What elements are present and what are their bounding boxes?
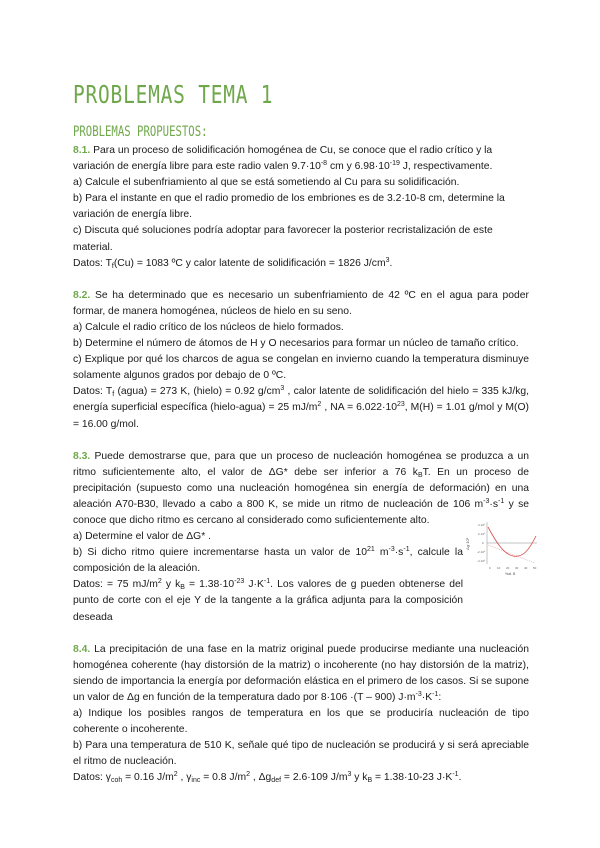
graph-y-tick: -4·10⁹: [477, 559, 486, 563]
problem-number: 8.1.: [73, 145, 91, 156]
question-a: a) Calcule el radio crítico de los núcleos de hielo formados.: [73, 321, 344, 333]
graph-y-tick: 0: [482, 541, 484, 545]
problem-intro: 8.1. Para un proceso de solidificación homogénea de Cu, se conoce que el radio crítico y la variación de energía libre para este radio valen $9.7\cdot 10^{-8}$ cm y $6.98\cdot 10^{-19}$ J, respectivamente.: [73, 145, 493, 173]
graph-x-tick: 20: [506, 566, 510, 570]
graph-y-label: Δg·10⁹: [465, 537, 470, 550]
problem-data: Datos: = 75 $mJ/m^2$ y $k_B = 1.38\cdot 10^{-23}$ $J\cdot K^{-1}$. Los valores de g pueden obtenerse del punto de corte con el eje Y de la tangente a la gráfica adjunta para la composición deseada: [73, 578, 464, 623]
graph-x-label: %at. B: [505, 572, 516, 576]
graph-tangent: [488, 545, 535, 563]
problem-number: 8.3.: [73, 450, 91, 462]
page-title: PROBLEMAS TEMA 1: [73, 80, 274, 109]
problem-8-4: [73, 642, 529, 787]
question-c: c) Explique por qué los charcos de agua se congelan en invierno cuando la temperatura disminuye solamente algunos grados por debajo de 0 ºC.: [73, 354, 529, 382]
problem-intro: 8.4. La precipitación de una fase en la matriz original puede producirse mediante una nucleación homogénea coherente (hay distorsión de la matriz) o incoherente (no hay distorsión de la matriz), siendo de importancia la energía por deformación elástica en el primero de los casos. Si se supone un valor de Δg en función de la temperatura dado por 8·106 ·(T – 900) $J\cdot m^{-3}\cdot K^{-1}$:: [73, 643, 530, 703]
problem-data: Datos: $T_f$ (agua) = 273 K, (hielo) = 0.92 $g/cm^3$ , calor latente de solidificación del hielo = 335 kJ/kg, energía superficial específica (hielo-agua) = 25 $mJ/m^2$ , NA = $6.022\cdot 10^{23}$, M(H) = 1.01 g/mol y M(O) = 16.00 g/mol.: [73, 385, 529, 430]
graph-y-tick: -2·10⁹: [477, 550, 486, 554]
graph-x-tick: 50: [533, 566, 537, 570]
problem-8-2: [73, 288, 529, 433]
problem-intro: 8.3. Puede demostrarse que, para que un proceso de nucleación homogénea se produzca a un ritmo suficientemente alto, el valor de ΔG* debe ser inferior a 76 $k_BT$. En un proceso de precipitación (supuesto como una nucleación homogénea sin energía de deformación) en una aleación A70-B30, llevado a cabo a 800 K, se mide un ritmo de nucleación de 106 $m^{-3}\cdot s^{-1}$ y se conoce que dicho ritmo es cercano al considerado como suficientemente alto.: [73, 450, 529, 526]
graph-x-tick: 40: [524, 566, 528, 570]
graph-curve: [488, 527, 536, 556]
problem-number: 8.4.: [73, 643, 91, 655]
attached-graph: [465, 518, 540, 578]
problem-intro: 8.2. Se ha determinado que es necesario un subenfriamiento de 42 ºC en el agua para poder formar, de manera homogénea, núcleos de hielo en su seno.: [73, 289, 529, 317]
graph-y-tick: 4·10⁹: [478, 523, 486, 527]
question-a: a) Indique los posibles rangos de temperatura en los que se produciría nucleación de tipo coherente o incoherente.: [73, 708, 529, 736]
problem-8-3: [73, 449, 529, 626]
graph-x-tick: 0: [489, 566, 491, 570]
question-b: b) Para una temperatura de 510 K, señale qué tipo de nucleación se producirá y si será apreciable el ritmo de nucleación.: [73, 740, 529, 768]
problems-body: [73, 143, 529, 802]
question-a: a) Calcule el subenfriamiento al que se está sometiendo al Cu para su solidificación.: [73, 177, 460, 189]
section-subtitle: PROBLEMAS PROPUESTOS:: [73, 124, 208, 140]
graph-x-tick: 30: [515, 566, 519, 570]
graph-x-tick: 10: [497, 566, 501, 570]
question-b: b) Para el instante en que el radio promedio de los embriones es de 3.2·10-8 cm, determine la variación de energía libre.: [73, 193, 505, 221]
problem-number: 8.2.: [73, 289, 91, 301]
problem-data: Datos: $\gamma_{coh} = 0.16$ $J/m^2$ , $\gamma_{inc} = 0.8$ $J/m^2$ , $\Delta g_{def} = 2.6\cdot 109$ $J/m^3$ y $k_B = 1.38\cdot 10-23$ $J\cdot K^{-1}$.: [73, 771, 462, 785]
problem-data: Datos: $T_f(Cu) = 1083$ ºC y calor latente de solidificación = 1826 $J/cm^3$.: [73, 256, 393, 270]
question-c: c) Discuta qué soluciones podría adoptar para favorecer la posterior recristalización de este material.: [73, 225, 493, 253]
graph-y-tick: 2·10⁹: [478, 532, 486, 536]
question-b: b) Si dicho ritmo quiere incrementarse hasta un valor de $10^{21}$ $m^{-3}\cdot s^{-1}$, calcule la composición de la aleación.: [73, 546, 463, 575]
problem-8-1: [73, 143, 529, 272]
question-b: b) Determine el número de átomos de H y O necesarios para formar un núcleo de tamaño crítico.: [73, 338, 519, 350]
question-a: a) Determine el valor de ΔG* .: [73, 531, 211, 543]
